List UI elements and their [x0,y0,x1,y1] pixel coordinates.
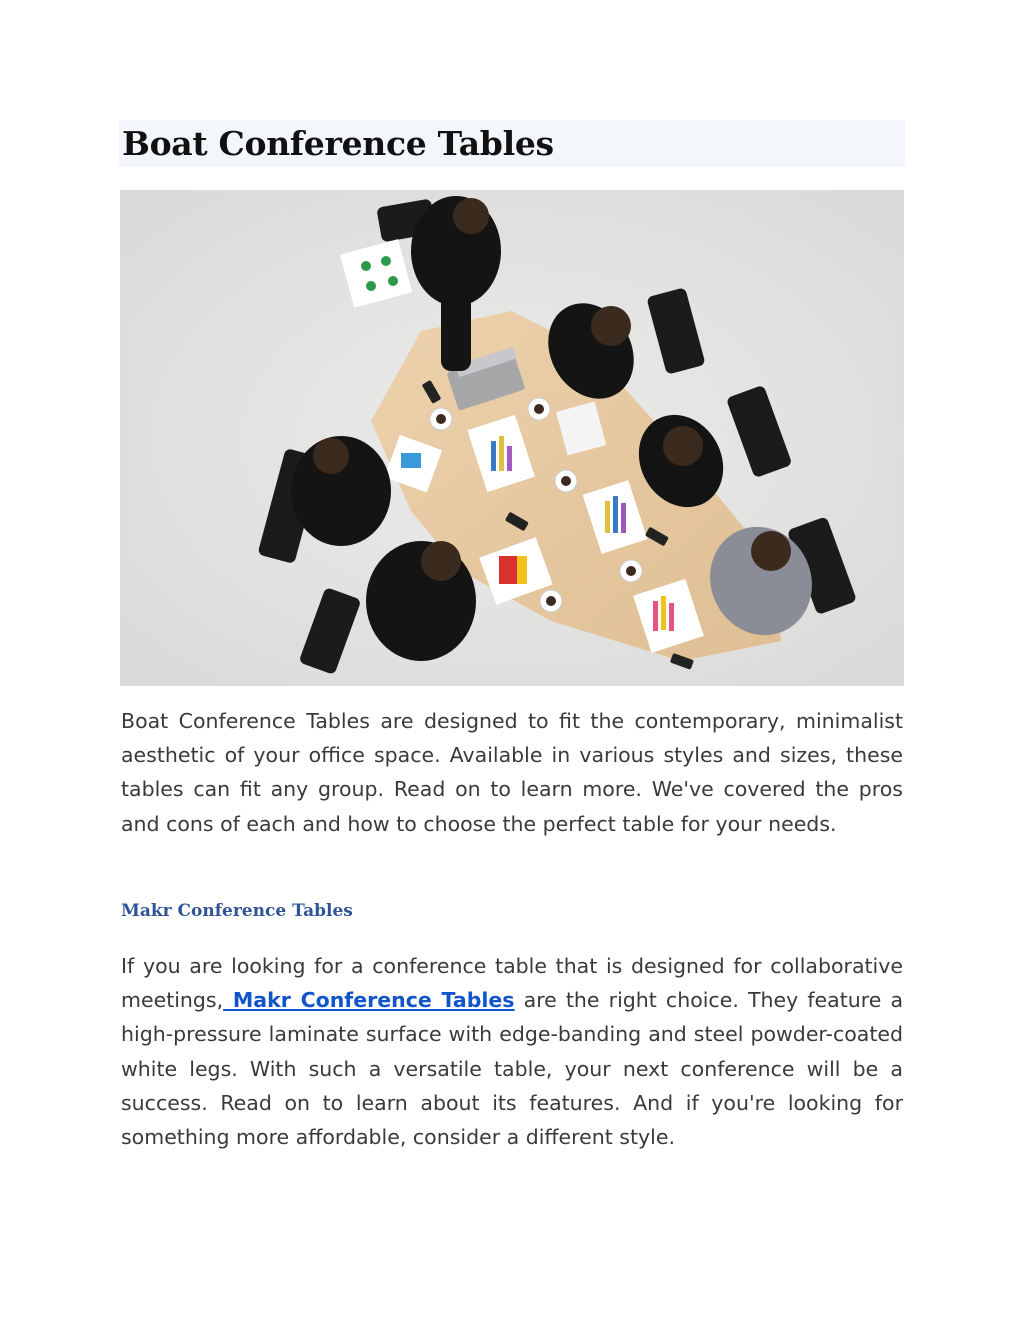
section-paragraph [121,949,903,1154]
meeting-photo-icon [121,191,904,686]
section-text-after-link: are the right choice. They feature a high-pressure laminate surface with edge-banding and steel powder-coated white legs. With such a versatile table, your next conference will be a success. Read on to learn about its features. And if you're looking for something more affordable, consider a different style. [121,988,904,1150]
section-text-before-link: If you are looking for a conference table that is designed for collaborative meetings, [121,954,903,1013]
section-heading: Makr Conference Tables [121,901,353,921]
intro-paragraph: Boat Conference Tables are designed to fit the contemporary, minimalist aesthetic of your office space. Available in various styles and sizes, these tables can fit any group. Read on to learn more. We've covered the pros and cons of each and how to choose the perfect table for your needs. [121,709,903,836]
meeting-photo [120,190,904,686]
page-title: Boat Conference Tables [122,124,554,163]
title-bar [119,120,905,167]
makr-conference-tables-link[interactable]: Makr Conference Tables [223,988,515,1013]
